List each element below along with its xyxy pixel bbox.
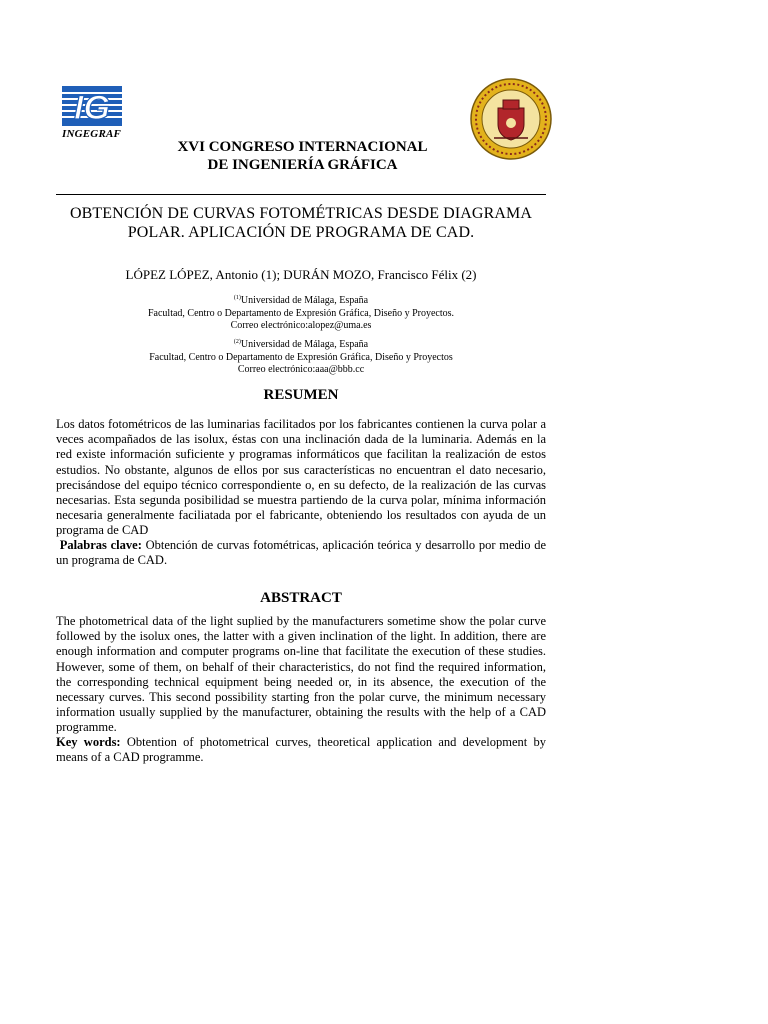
affiliation-faculty: Facultad, Centro o Departamento de Expresión Gráfica, Diseño y Proyectos — [149, 351, 453, 363]
affiliation-email: Correo electrónico:alopez@uma.es — [230, 320, 372, 331]
key-words-text: Obtention of photometrical curves, theoretical application and development by means of a CAD programme. — [56, 735, 547, 765]
logo-caption: INGEGRAF — [62, 128, 122, 140]
resumen-body: Los datos fotométricos de las luminarias facilitados por los fabricantes contienen la curva polar a veces acompañados de las isolux, éstas con una inclinación dada de la luminaria. Además en la red existe información suficiente y programas informáticos que facilitan la realización de estos estudios. No obstante, algunos de ellos por sus características no encuentran el dato necesario, precisándose del equipo técnico correspondiente o, en su defecto, de la realización de las curvas necesarias. Esta segunda posibilidad se muestra partiendo de la curva polar, mínima información necesaria generalmente faciliatada por el fabricante, obteniendo los resultados con ayuda de un programa de CAD — [56, 417, 546, 538]
affiliation-mark: (1) — [233, 295, 241, 301]
paper-title-line-2: POLAR. APLICACIÓN DE PROGRAMA DE CAD. — [127, 224, 475, 241]
key-words-label: Key words: — [56, 735, 121, 749]
conference-title-line-1: XVI CONGRESO INTERNACIONAL — [177, 139, 428, 155]
affiliation-1 — [100, 292, 502, 333]
logo-mark-text: IG — [74, 89, 110, 126]
affiliation-2 — [100, 336, 502, 377]
ingegraf-logo — [62, 86, 122, 126]
palabras-clave — [56, 538, 546, 568]
authors: LÓPEZ LÓPEZ, Antonio (1); DURÁN MOZO, Francisco Félix (2) — [125, 267, 477, 282]
paper-title — [56, 204, 546, 242]
affiliation-faculty: Facultad, Centro o Departamento de Expresión Gráfica, Diseño y Proyectos. — [147, 307, 455, 319]
affiliation-email: Correo electrónico:aaa@bbb.cc — [237, 364, 365, 375]
affiliation-university — [100, 336, 502, 352]
abstract-body: The photometrical data of the light suplied by the manufacturers sometime show the polar curve followed by the isolux ones, the latter with a given inclination of the light. In addition, there are enough information and computer programs on-line that facilitate the execution of these studies. However, some of them, on behalf of their characteristics, do not find the required information, the corresponding technical equipment being needed or, in its absence, the execution of the necessary curves. This second possibility starting fron the polar curve, the minimum necessary information usually supplied by the manufacturer, obtaining the results with the help of a CAD programme. — [56, 614, 546, 735]
abstract-heading: ABSTRACT — [260, 590, 342, 606]
affiliation-university-name: Universidad de Málaga, España — [240, 295, 369, 306]
conference-title-line-2: DE INGENIERÍA GRÁFICA — [207, 157, 398, 173]
key-words — [56, 735, 546, 765]
resumen-heading: RESUMEN — [263, 387, 339, 403]
affiliation-university-name: Universidad de Málaga, España — [240, 339, 369, 350]
palabras-clave-text: Obtención de curvas fotométricas, aplicación teórica y desarrollo por medio de un programa de CAD. — [56, 538, 546, 568]
university-seal — [470, 78, 552, 160]
palabras-clave-label: Palabras clave: — [59, 538, 142, 552]
header-divider — [56, 194, 546, 195]
paper-title-line-1: OBTENCIÓN DE CURVAS FOTOMÉTRICAS DESDE DIAGRAMA — [70, 205, 532, 222]
conference-title — [150, 138, 455, 174]
affiliation-university — [100, 292, 502, 308]
affiliation-mark: (2) — [233, 339, 241, 345]
